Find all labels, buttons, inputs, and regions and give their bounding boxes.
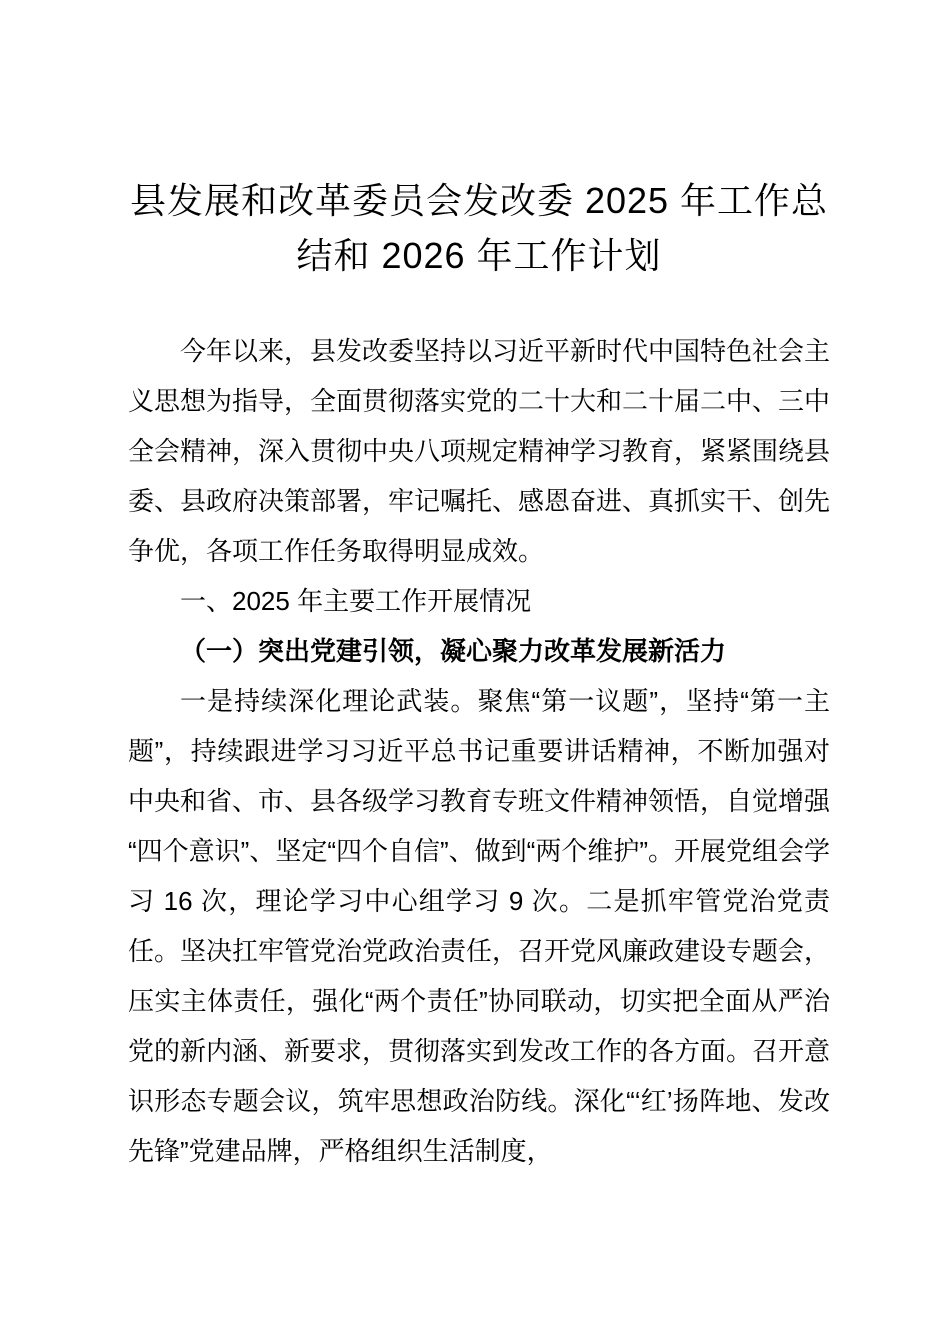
intro-paragraph: 今年以来，县发改委坚持以习近平新时代中国特色社会主义思想为指导，全面贯彻落实党的二十大和二十届二中、三中全会精神，深入贯彻中央八项规定精神学习教育，紧紧围绕县委、县政府决策部署，牢记嘱托、感恩奋进、真抓实干、创先争优，各项工作任务取得明显成效。 — [128, 336, 831, 566]
body-paragraph: 一是持续深化理论武装。聚焦“第一议题”，坚持“第一主题”，持续跟进学习习近平总书记重要讲话精神，不断加强对中央和省、市、县各级学习教育专班文件精神领悟，自觉增强“四个意识”、坚定“四个自信”、做到“两个维护”。开展党组会学习 16 次，理论学习中心组学习 9 次。二是抓牢管党治党责任。坚决扛牢管党治党政治责任，召开党风廉政建设专题会，压实主体责任，强化“两个责任”协同联动，切实把全面从严治党的新内涵、新要求，贯彻落实到发改工作的各方面。召开意识形态专题会议，筑牢思想政治防线。深化“‘红’扬阵地、发改先锋”党建品牌，严格组织生活制度， — [128, 686, 831, 1166]
section-heading-level1: 一、2025 年主要工作开展情况 — [180, 586, 532, 616]
section-heading-level2: （一）突出党建引领，凝心聚力改革发展新活力 — [180, 636, 727, 666]
document-title: 县发展和改革委员会发改委 2025 年工作总结和 2026 年工作计划 — [129, 180, 829, 276]
